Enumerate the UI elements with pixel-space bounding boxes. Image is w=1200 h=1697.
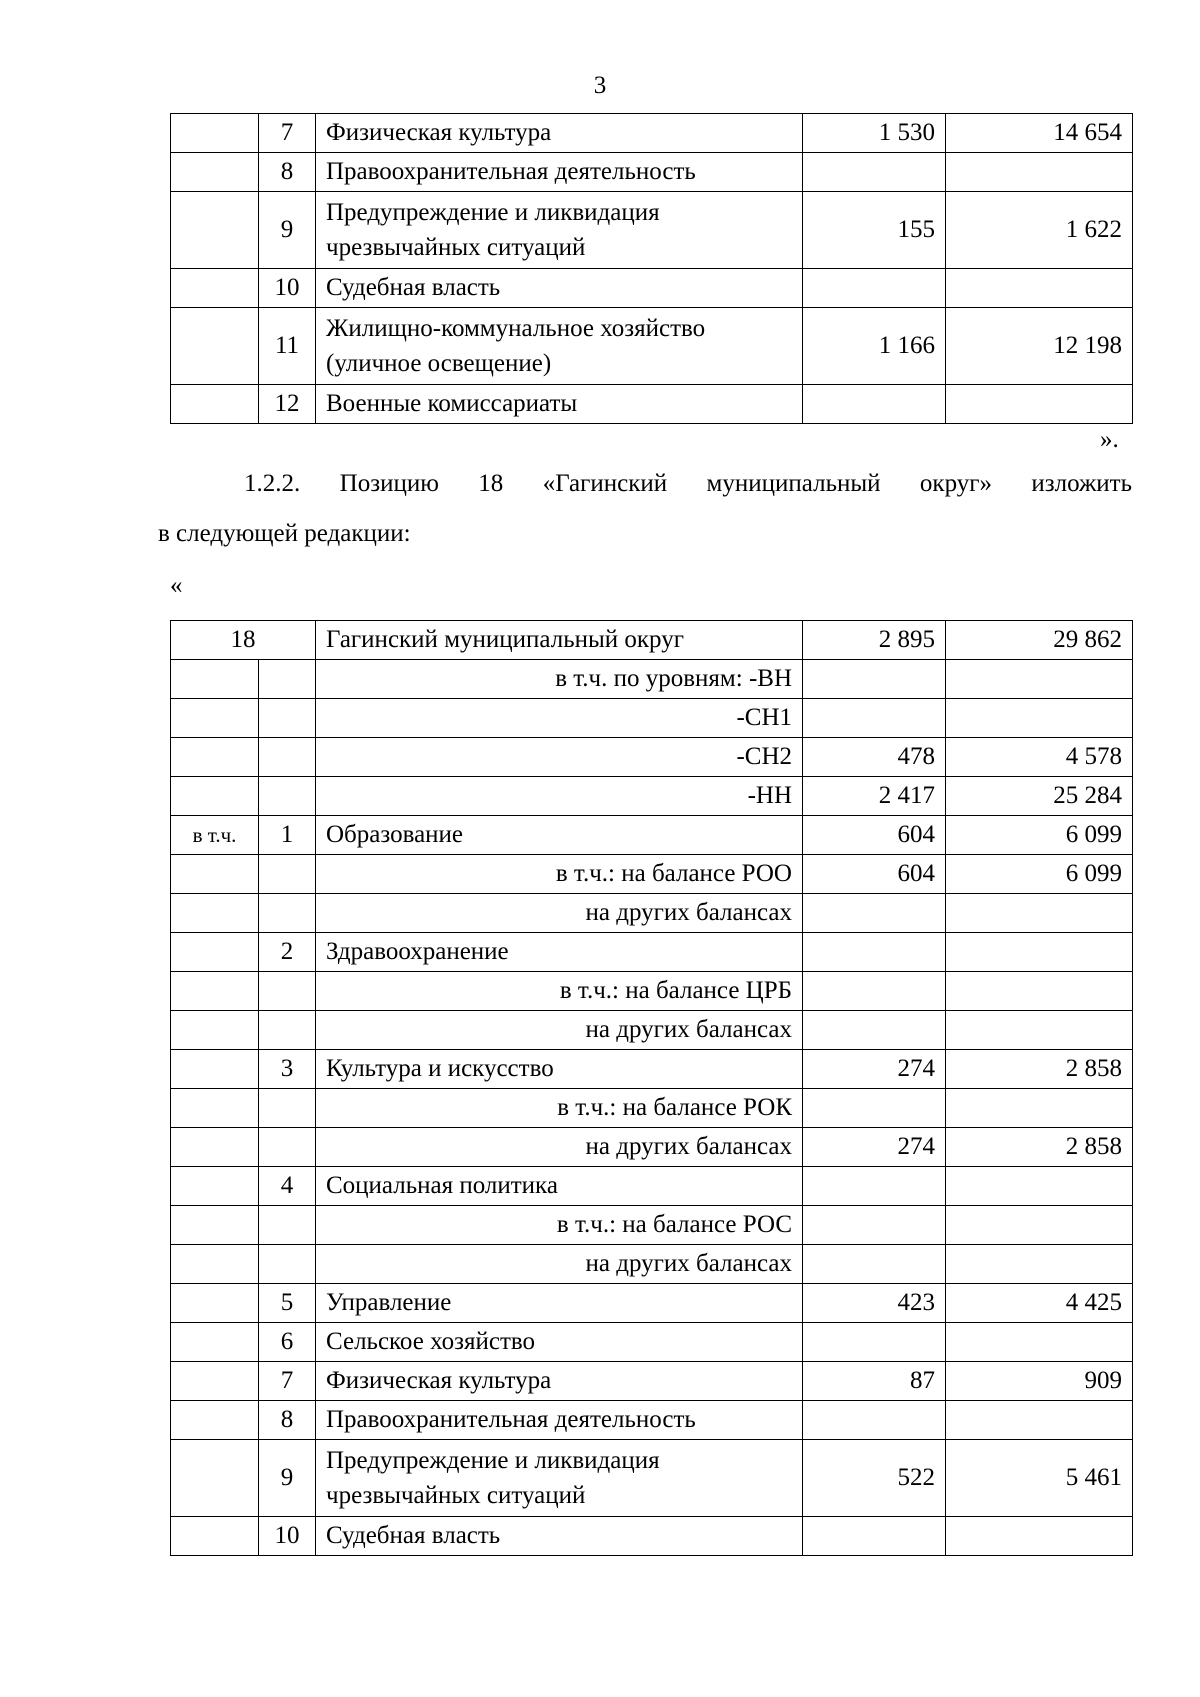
row-number xyxy=(259,1245,316,1284)
table-row xyxy=(171,894,1133,933)
row-name: Правоохранительная деятельность xyxy=(316,1401,803,1440)
value-1 xyxy=(803,972,946,1011)
value-1 xyxy=(803,660,946,699)
row-number: 12 xyxy=(259,385,316,424)
value-2: 29 862 xyxy=(946,621,1133,660)
value-2 xyxy=(946,660,1133,699)
row-number: 4 xyxy=(259,1167,316,1206)
opening-quote: « xyxy=(170,572,183,599)
row-name: Судебная власть xyxy=(316,1517,803,1556)
value-1: 2 895 xyxy=(803,621,946,660)
row-name: -СН2 xyxy=(316,738,803,777)
value-1 xyxy=(803,1401,946,1440)
table-row xyxy=(171,933,1133,972)
value-2 xyxy=(946,1401,1133,1440)
prefix-cell xyxy=(171,1323,259,1362)
value-1 xyxy=(803,1089,946,1128)
row-number: 5 xyxy=(259,1284,316,1323)
page-number: 3 xyxy=(593,72,607,99)
value-2: 2 858 xyxy=(946,1050,1133,1089)
row-name: в т.ч.: на балансе РОО xyxy=(316,855,803,894)
row-number xyxy=(259,894,316,933)
row-number: 7 xyxy=(259,114,316,153)
value-1 xyxy=(803,933,946,972)
table-row xyxy=(171,1517,1133,1556)
prefix-cell xyxy=(171,1245,259,1284)
district-id: 18 xyxy=(171,621,316,660)
value-2 xyxy=(946,933,1133,972)
row-number xyxy=(259,660,316,699)
value-1: 274 xyxy=(803,1128,946,1167)
row-number xyxy=(259,1011,316,1050)
table-row xyxy=(171,972,1133,1011)
prefix-cell xyxy=(171,153,259,192)
table-row xyxy=(171,1245,1133,1284)
value-1 xyxy=(803,269,946,308)
row-name: Физическая культура xyxy=(316,114,803,153)
value-1: 1 166 xyxy=(803,308,946,385)
row-name: на других балансах xyxy=(316,1128,803,1167)
row-name: Физическая культура xyxy=(316,1362,803,1401)
row-number: 9 xyxy=(259,192,316,269)
row-number: 8 xyxy=(259,153,316,192)
value-2 xyxy=(946,699,1133,738)
table-row xyxy=(171,1128,1133,1167)
value-2: 12 198 xyxy=(946,308,1133,385)
row-number xyxy=(259,1089,316,1128)
row-name: на других балансах xyxy=(316,1011,803,1050)
table-row xyxy=(171,1362,1133,1401)
row-name: Предупреждение и ликвидация чрезвычайных ситуаций xyxy=(316,1440,803,1517)
prefix-cell xyxy=(171,894,259,933)
value-1: 522 xyxy=(803,1440,946,1517)
prefix-cell xyxy=(171,660,259,699)
value-1 xyxy=(803,699,946,738)
row-name: -СН1 xyxy=(316,699,803,738)
row-number: 10 xyxy=(259,269,316,308)
value-1 xyxy=(803,1245,946,1284)
table-row xyxy=(171,1206,1133,1245)
row-number xyxy=(259,1128,316,1167)
table-row xyxy=(171,1167,1133,1206)
prefix-cell xyxy=(171,1089,259,1128)
table-row xyxy=(171,1323,1133,1362)
table-row xyxy=(171,1284,1133,1323)
value-2 xyxy=(946,1167,1133,1206)
row-name: Предупреждение и ликвидация чрезвычайных ситуаций xyxy=(316,192,803,269)
value-1 xyxy=(803,894,946,933)
value-1 xyxy=(803,1167,946,1206)
value-2 xyxy=(946,1245,1133,1284)
value-2: 1 622 xyxy=(946,192,1133,269)
table-row xyxy=(171,855,1133,894)
row-number: 2 xyxy=(259,933,316,972)
prefix-cell xyxy=(171,1128,259,1167)
row-number xyxy=(259,1206,316,1245)
prefix-cell xyxy=(171,385,259,424)
value-1: 604 xyxy=(803,855,946,894)
table-row xyxy=(171,777,1133,816)
prefix-cell xyxy=(171,308,259,385)
table-gaginsky xyxy=(170,620,1133,1556)
row-number: 9 xyxy=(259,1440,316,1517)
table-row xyxy=(171,699,1133,738)
value-2: 6 099 xyxy=(946,855,1133,894)
row-number: 8 xyxy=(259,1401,316,1440)
value-2: 5 461 xyxy=(946,1440,1133,1517)
value-1 xyxy=(803,153,946,192)
value-2: 4 425 xyxy=(946,1284,1133,1323)
prefix-cell xyxy=(171,1517,259,1556)
row-name: Военные комиссариаты xyxy=(316,385,803,424)
value-2: 14 654 xyxy=(946,114,1133,153)
prefix-cell xyxy=(171,1284,259,1323)
value-2 xyxy=(946,972,1133,1011)
table-header-row xyxy=(171,621,1133,660)
row-name: Культура и искусство xyxy=(316,1050,803,1089)
value-2 xyxy=(946,1517,1133,1556)
row-number: 3 xyxy=(259,1050,316,1089)
table-row xyxy=(171,385,1133,424)
row-name: в т.ч.: на балансе РОС xyxy=(316,1206,803,1245)
value-1: 87 xyxy=(803,1362,946,1401)
prefix-cell xyxy=(171,933,259,972)
table-row xyxy=(171,738,1133,777)
value-2 xyxy=(946,269,1133,308)
prefix-cell xyxy=(171,114,259,153)
prefix-cell xyxy=(171,1206,259,1245)
closing-quote: ». xyxy=(1100,426,1119,453)
amendment-paragraph: 1.2.2. Позицию 18 «Гагинский муниципальный округ» изложить xyxy=(244,470,1132,497)
value-2 xyxy=(946,385,1133,424)
value-1 xyxy=(803,1206,946,1245)
value-1: 478 xyxy=(803,738,946,777)
table-row xyxy=(171,1089,1133,1128)
value-2: 25 284 xyxy=(946,777,1133,816)
table-row xyxy=(171,660,1133,699)
prefix-cell xyxy=(171,738,259,777)
row-name: Здравоохранение xyxy=(316,933,803,972)
prefix-cell xyxy=(171,777,259,816)
value-2 xyxy=(946,153,1133,192)
row-number xyxy=(259,855,316,894)
table-row xyxy=(171,1401,1133,1440)
value-1: 604 xyxy=(803,816,946,855)
value-1 xyxy=(803,1323,946,1362)
value-2: 4 578 xyxy=(946,738,1133,777)
value-2 xyxy=(946,894,1133,933)
district-name: Гагинский муниципальный округ xyxy=(316,621,803,660)
row-name: Управление xyxy=(316,1284,803,1323)
table-row xyxy=(171,1440,1133,1517)
row-number xyxy=(259,777,316,816)
row-name: в т.ч. по уровням: -ВН xyxy=(316,660,803,699)
value-2 xyxy=(946,1089,1133,1128)
table-row xyxy=(171,192,1133,269)
table-row xyxy=(171,816,1133,855)
prefix-cell xyxy=(171,972,259,1011)
value-2: 2 858 xyxy=(946,1128,1133,1167)
row-number: 11 xyxy=(259,308,316,385)
value-1 xyxy=(803,1517,946,1556)
value-1: 274 xyxy=(803,1050,946,1089)
row-number: 10 xyxy=(259,1517,316,1556)
row-number xyxy=(259,699,316,738)
value-1: 423 xyxy=(803,1284,946,1323)
row-name: Сельское хозяйство xyxy=(316,1323,803,1362)
row-number xyxy=(259,738,316,777)
row-name: Правоохранительная деятельность xyxy=(316,153,803,192)
row-number: 1 xyxy=(259,816,316,855)
prefix-cell: в т.ч. xyxy=(171,816,259,855)
table-row xyxy=(171,1050,1133,1089)
row-name: Социальная политика xyxy=(316,1167,803,1206)
value-2: 909 xyxy=(946,1362,1133,1401)
prefix-cell xyxy=(171,1167,259,1206)
table-row xyxy=(171,308,1133,385)
value-2 xyxy=(946,1323,1133,1362)
table-row xyxy=(171,114,1133,153)
value-1 xyxy=(803,385,946,424)
value-1 xyxy=(803,1011,946,1050)
row-number: 7 xyxy=(259,1362,316,1401)
prefix-cell xyxy=(171,1050,259,1089)
amendment-paragraph-continuation: в следующей редакции: xyxy=(158,520,411,547)
table-row xyxy=(171,1011,1133,1050)
prefix-cell xyxy=(171,699,259,738)
value-2: 6 099 xyxy=(946,816,1133,855)
table-row xyxy=(171,269,1133,308)
prefix-cell xyxy=(171,1401,259,1440)
value-1: 155 xyxy=(803,192,946,269)
row-name: на других балансах xyxy=(316,894,803,933)
prefix-cell xyxy=(171,855,259,894)
row-name: на других балансах xyxy=(316,1245,803,1284)
prefix-cell xyxy=(171,1011,259,1050)
value-1: 2 417 xyxy=(803,777,946,816)
row-name: Жилищно-коммунальное хозяйство (уличное освещение) xyxy=(316,308,803,385)
row-name: Судебная власть xyxy=(316,269,803,308)
prefix-cell xyxy=(171,1362,259,1401)
table-continuation xyxy=(170,113,1133,424)
prefix-cell xyxy=(171,269,259,308)
value-2 xyxy=(946,1206,1133,1245)
row-number xyxy=(259,972,316,1011)
value-2 xyxy=(946,1011,1133,1050)
table-row xyxy=(171,153,1133,192)
value-1: 1 530 xyxy=(803,114,946,153)
row-name: в т.ч.: на балансе ЦРБ xyxy=(316,972,803,1011)
prefix-cell xyxy=(171,192,259,269)
row-number: 6 xyxy=(259,1323,316,1362)
prefix-cell xyxy=(171,1440,259,1517)
row-name: в т.ч.: на балансе РОК xyxy=(316,1089,803,1128)
row-name: Образование xyxy=(316,816,803,855)
row-name: -НН xyxy=(316,777,803,816)
